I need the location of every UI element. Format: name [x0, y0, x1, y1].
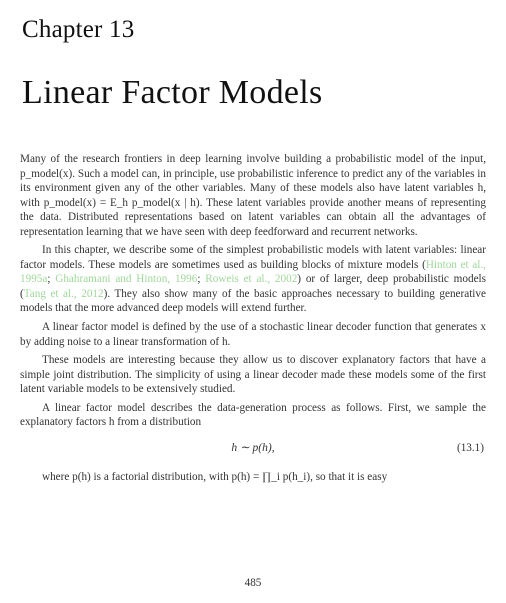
- equation-number: (13.1): [456, 441, 484, 454]
- citation-separator: ;: [47, 273, 56, 286]
- citation-separator: ;: [197, 273, 206, 286]
- citation-roweis-2002[interactable]: Roweis et al., 2002: [205, 273, 298, 286]
- paragraph-2-text-c: ). They also show many of the basic approaches necessary to building generative models that the more advanced deep models will extend further.: [20, 287, 486, 315]
- citation-hinton-1995a[interactable]: Hinton et al., 1995a: [20, 258, 486, 286]
- chapter-title: Linear Factor Models: [22, 74, 323, 111]
- paragraph-2-text-a: In this chapter, we describe some of the simplest probabilistic models with latent variables: linear factor models. These models are sometimes used as building blocks of mixture models (: [20, 244, 486, 271]
- page-number: 485: [244, 577, 262, 589]
- equation-body: h ∼ p(h),: [231, 441, 275, 454]
- paragraph-4: These models are interesting because they allow us to discover explanatory factors that have a simple joint distribution. The simplicity of using a linear decoder made these models some of the first latent variable models to be extensively studied.: [20, 354, 486, 396]
- chapter-label: Chapter 13: [22, 16, 135, 43]
- paragraph-3: A linear factor model is defined by the use of a stochastic linear decoder function that generates x by adding noise to a linear transformation of h.: [20, 321, 486, 348]
- paragraph-2: [20, 243, 486, 316]
- paragraph-2-text-b: ) or of larger, deep probabilistic models (: [20, 273, 487, 300]
- body-text: [20, 152, 486, 488]
- citation-tang-2012[interactable]: Tang et al., 2012: [23, 287, 104, 300]
- equation-13-1: [20, 434, 486, 464]
- paragraph-6: where p(h) is a factorial distribution, with p(h) = ∏_i p(h_i), so that it is easy: [42, 470, 388, 483]
- paragraph-5: A linear factor model describes the data-generation process as follows. First, we sample the explanatory factors h from a distribution: [20, 401, 486, 429]
- citation-ghahramani-hinton-1996[interactable]: Ghahramani and Hinton, 1996: [55, 273, 198, 286]
- paragraph-1: Many of the research frontiers in deep learning involve building a probabilistic model of the input, p_model(x). Such a model can, in principle, use probabilistic inference to predict any of the variables in its environment given any of the other variables. Many of these models also have latent variables h, with p_model(x) = E_h p_model(x | h). These latent variables provide another means of representing the data. Distributed representations based on latent variables can obtain all the advantages of representation learning that we have seen with deep feedforward and recurrent networks.: [20, 153, 486, 238]
